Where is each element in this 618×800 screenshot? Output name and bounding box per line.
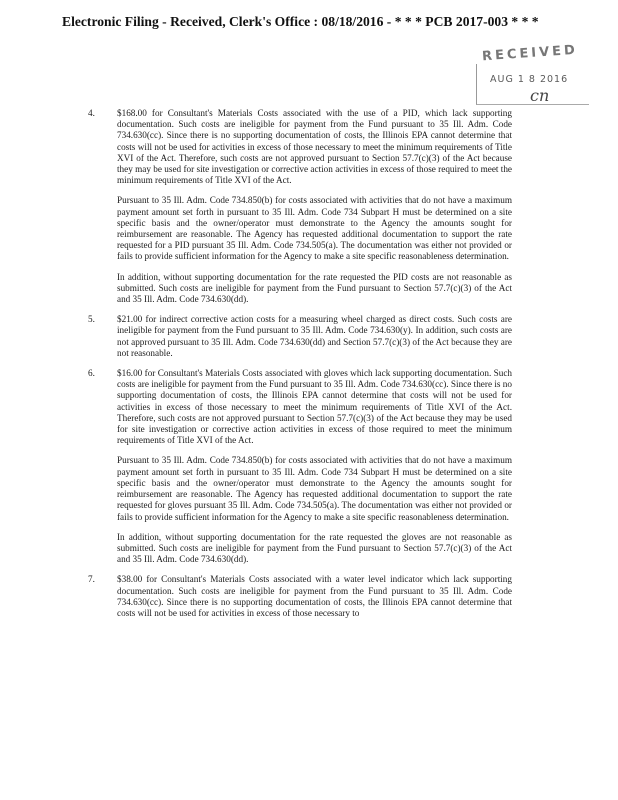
stamp-title: RECEIVED	[481, 42, 579, 65]
list-item	[0, 108, 618, 305]
item-paragraph: Pursuant to 35 Ill. Adm. Code 734.850(b) for costs associated with activities that do not have a maximum payment amount set forth in pursuant to 35 Ill. Adm. Code 734 Subpart H must be determined on a site specific basis and the owner/operator must demonstrate to the Agency the amounts sought for reimbursement are reasonable. The Agency has requested additional documentation to support the rate requested for gloves pursuant 35 Ill. Adm. Code 734.505(a). The documentation was either not provided or fails to provide sufficient information for the Agency to make a site specific reasonableness determination.	[117, 455, 512, 522]
list-item	[0, 368, 618, 565]
item-paragraph: $38.00 for Consultant's Materials Costs associated with a water level indicator which lack supporting documentation. Such costs are ineligible for payment from the Fund pursuant to 35 Ill. Adm. Code 734.630(cc). Since there is no supporting documentation of costs, the Illinois EPA cannot determine that costs will not be used for activities in excess of those necessary to	[117, 574, 512, 618]
item-number: 7.	[88, 574, 95, 585]
item-paragraph: $21.00 for indirect corrective action costs for a measuring wheel charged as direct costs. Such costs are ineligible for payment from the Fund pursuant to 35 Ill. Adm. Code 734.630(y). In addition, such costs are not approved pursuant to 35 Ill. Adm. Code 734.630(dd) and Section 57.7(c)(3) of the Act because they are not reasonable.	[117, 314, 512, 358]
item-number: 4.	[88, 108, 95, 118]
item-paragraph: $168.00 for Consultant's Materials Costs associated with the use of a PID, which lack supporting documentation. Such costs are ineligible for payment from the Fund pursuant to 35 Ill. Adm. Code 734.630(cc). Since there is no supporting documentation of costs, the Illinois EPA cannot determine that costs will not be used for activities in excess of those necessary to meet the minimum requirements of Title XVI of the Act. Therefore, such costs are not approved pursuant to Section 57.7(c)(3) of the Act because they may be used for site investigation or corrective action activities in excess of those required to meet the minimum requirements of Title XVI of the Act.	[117, 108, 512, 186]
document-body	[0, 108, 618, 628]
item-number: 6.	[88, 368, 95, 379]
item-number: 5.	[88, 314, 95, 325]
list-item	[0, 574, 618, 619]
item-paragraph: In addition, without supporting documentation for the rate requested the gloves are not reasonable as submitted. Such costs are ineligible for payment from the Fund pursuant to Section 57.7(c)(3) of the Act and 35 Ill. Adm. Code 734.630(dd).	[117, 531, 512, 565]
received-stamp	[476, 42, 594, 112]
stamp-initials: cn	[530, 86, 550, 105]
filing-header: Electronic Filing - Received, Clerk's Office : 08/18/2016 - * * * PCB 2017-003 * * *	[62, 14, 539, 29]
item-paragraph: In addition, without supporting documentation for the rate requested the PID costs are not reasonable as submitted. Such costs are ineligible for payment from the Fund pursuant to Section 57.7(c)(3) of the Act and 35 Ill. Adm. Code 734.630(dd).	[117, 271, 512, 305]
item-paragraph: $16.00 for Consultant's Materials Costs associated with gloves which lack supporting documentation. Such costs are ineligible for payment from the Fund pursuant to 35 Ill. Adm. Code 734.630(cc). Since there is no supporting documentation of costs, the Illinois EPA cannot determine that costs will not be used for activities in excess of those necessary to meet the minimum requirements of Title XVI of the Act. Therefore, such costs are not approved pursuant to Section 57.7(c)(3) of the Act because they may be used for site investigation or corrective action activities in excess of those required to meet the minimum requirements of Title XVI of the Act.	[117, 368, 512, 446]
list-item	[0, 314, 618, 359]
stamp-date: AUG 1 8 2016	[490, 74, 569, 85]
item-paragraph: Pursuant to 35 Ill. Adm. Code 734.850(b) for costs associated with activities that do not have a maximum payment amount set forth in pursuant to 35 Ill. Adm. Code 734 Subpart H must be determined on a site specific basis and the owner/operator must demonstrate to the Agency the amounts sought for reimbursement are reasonable. The Agency has requested additional documentation to support the rate requested for a PID pursuant 35 Ill. Adm. Code 734.505(a). The documentation was either not provided or fails to provide sufficient information for the Agency to make a site specific reasonableness determination.	[117, 195, 512, 262]
